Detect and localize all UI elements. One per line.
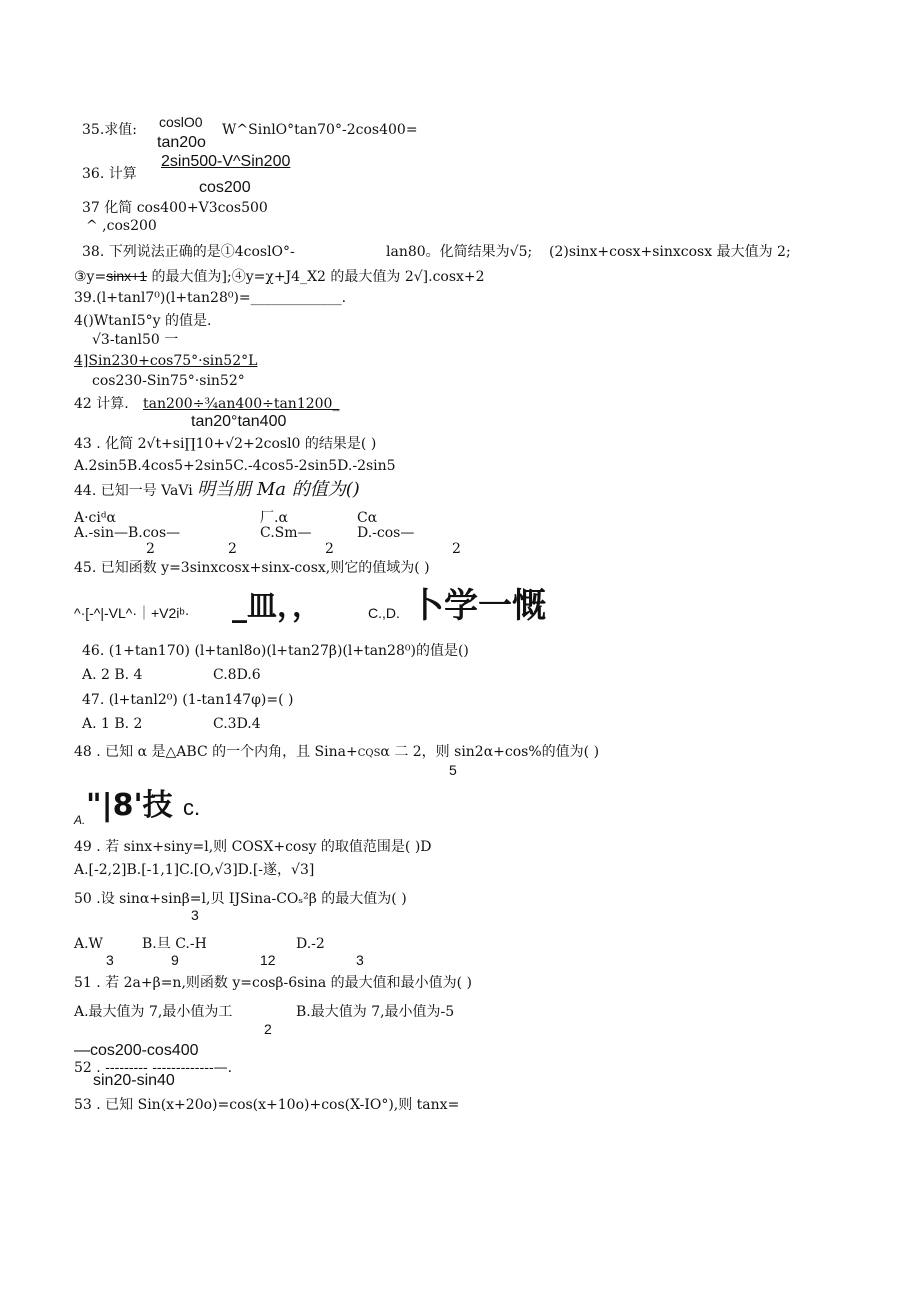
q48-garbled-c: c. (183, 795, 201, 820)
q43-options: A.2sin5B.4cos5+2sin5C.-4cos5-2sin5D.-2sin5 (74, 458, 396, 474)
q44-option-ab: A.-sin—B.cos— (74, 525, 181, 541)
q50-denominator-a: 3 (106, 952, 114, 968)
q38-line-2-a: ③y= (74, 269, 107, 285)
q39-text: 39.(l+tanl7⁰)(l+tan28⁰)=_____________. (74, 290, 347, 306)
q44-denominator-1: 2 (146, 541, 155, 557)
q50-option-d: D.-2 (296, 936, 325, 952)
q35-numerator: coslO0 (159, 114, 203, 130)
q36-label: 36. 计算 (82, 166, 137, 182)
q44-row-1-a: A·ciᵈα (74, 510, 116, 526)
q45-garbled-options-c: C.,D. (368, 605, 400, 621)
q38-part-1: 38. 下列说法正确的是①4coslO°- (82, 244, 295, 260)
q50-option-a: A.W (74, 936, 103, 952)
q48-cqs: CQS (357, 748, 381, 759)
q44-option-c: C.Sm— (260, 525, 312, 541)
q35-term: W^SinlO°tan70° (222, 122, 342, 138)
q44-question-b: 明当朋 Ma 的值为() (197, 479, 360, 500)
q37-line-2: ^ ,cos200 (86, 218, 157, 234)
q42-numerator: tan200÷¾an400÷tan1200_ (143, 396, 340, 412)
q44-question-a: 44. 已知一号 VaVi (74, 483, 193, 499)
q38-line-2 (74, 268, 485, 285)
q35-denominator: tan20o (157, 134, 206, 151)
q41-numerator: 4]Sin230+cos75°·sin52°L (74, 353, 258, 369)
q45-garbled-options-a: ^·[-^|-VL^·｜+V2iᵇ· (74, 605, 190, 621)
q49-question: 49 . 若 sinx+siny=l,则 COSX+cosy 的取值范围是( )D (74, 839, 432, 855)
q51-denominator-2: 2 (264, 1021, 272, 1037)
q48-question (74, 744, 599, 762)
q51-option-a: A.最大值为 7,最小值为工 (74, 1004, 233, 1020)
q48-garbled-b: "|8'技 (86, 788, 173, 823)
q51-question: 51 . 若 2a+β=n,则函数 y=cosβ-6sina 的最大值和最小值为( ) (74, 975, 473, 991)
q52-fraction-line: 52 . --------- -------------—. (74, 1060, 233, 1076)
q53-question: 53 . 已知 Sin(x+20o)=cos(x+10o)+cos(X-IO°),则 tanx= (74, 1097, 460, 1113)
q38-line-2-b: 的最大值为];④y=χ+J4_X2 的最大值为 2√].cosx+2 (151, 269, 485, 285)
q45-question: 45. 已知函数 y=3sinxcosx+sinx-cosx,则它的值域为( ) (74, 560, 430, 576)
q51-option-b: B.最大值为 7,最小值为-5 (296, 1004, 455, 1020)
q44-denominator-4: 2 (452, 541, 461, 557)
q40-line-2: √3-tanl50 一 (92, 332, 179, 348)
q50-question: 50 .设 sinα+sinβ=l,贝 IJSina-COₛ²β 的最大值为( ) (74, 891, 407, 907)
q48-question-b: α 二 2，则 sin2α+cos%的值为( ) (380, 744, 600, 760)
q44-option-d: D.-cos— (357, 525, 415, 541)
q50-denominator-b: 9 (171, 952, 179, 968)
q42-denominator: tan20°tan400 (191, 413, 287, 430)
q47-question: 47. (l+tanl2⁰) (1-tan147φ)=( ) (82, 692, 294, 708)
q45-garbled-options-d: 卜学一慨 (410, 586, 546, 626)
q50-denominator-d: 3 (356, 952, 364, 968)
q47-options-ab: A. 1 B. 2 (82, 716, 143, 732)
q48-garbled-a: A. (74, 813, 86, 827)
q44-row-1-b: 厂.α (260, 510, 288, 526)
q48-denominator-5: 5 (449, 762, 457, 778)
q44-denominator-3: 2 (325, 541, 334, 557)
q38-part-2: lan80。化简结果为√5; (386, 244, 533, 260)
q38-struck-term: sinx+1 (106, 268, 148, 284)
q44-question (74, 479, 360, 500)
q37-line-1: 37 化简 cos400+V3cos500 (82, 200, 268, 216)
q45-garbled-options-b: _皿，， (232, 589, 322, 624)
q44-row-1-c: Cα (357, 510, 378, 526)
q47-options-cd: C.3D.4 (213, 716, 261, 732)
q41-denominator: cos230-Sin75°·sin52° (92, 373, 245, 389)
q46-options-ab: A. 2 B. 4 (82, 667, 143, 683)
q50-denominator-3: 3 (191, 907, 199, 923)
q43-question: 43 . 化简 2√t+si∏10+√2+2cosl0 的结果是( ) (74, 436, 377, 452)
q52-denominator: sin20-sin40 (93, 1072, 175, 1089)
q46-options-cd: C.8D.6 (213, 667, 261, 683)
q36-numerator: 2sin500-V^Sin200 (161, 153, 291, 170)
q35-tail: -2cos400= (342, 122, 418, 138)
q38-part-3: (2)sinx+cosx+sinxcosx 最大值为 2; (549, 244, 791, 260)
q35-label: 35.求值: (82, 122, 137, 138)
q50-option-bc: B.旦 C.-H (142, 936, 207, 952)
q42-label: 42 计算. (74, 396, 129, 412)
q40-line-1: 4()WtanI5°y 的值是. (74, 313, 212, 329)
q44-denominator-2: 2 (228, 541, 237, 557)
q50-denominator-c: 12 (260, 952, 276, 968)
q48-question-a: 48 . 已知 α 是△ABC 的一个内角，且 Sina+ (74, 744, 358, 760)
q46-question: 46. (1+tan170) (l+tanl8o)(l+tan27β)(l+tan28⁰)的值是() (82, 643, 469, 659)
q49-options: A.[-2,2]B.[-1,1]C.[O,√3]D.[-遂，√3] (74, 862, 315, 878)
q36-denominator: cos200 (199, 179, 251, 196)
q52-numerator: —cos200-cos400 (74, 1042, 199, 1059)
